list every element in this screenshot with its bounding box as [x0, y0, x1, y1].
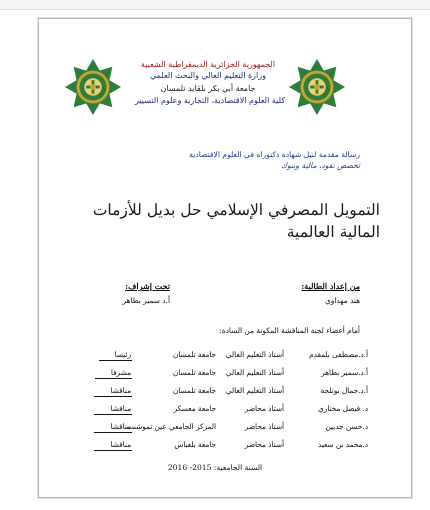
university-seal-icon [288, 58, 346, 116]
thesis-title: التمويل المصرفي الإسلامي حل بديل للأزمات المالية العالمية [92, 201, 380, 241]
jury-name: أ.د.سمير بطاهر [321, 368, 368, 377]
jury-institution: جامعة تلمسان [172, 368, 216, 377]
thesis-statement: رسالة مقدمة لنيل شهادة دكتوراه في العلوم الاقتصادية [189, 150, 360, 159]
jury-institution: المركز الجامعي عين تموشنت [126, 422, 216, 431]
jury-rank: أستاذ التعليم العالي [225, 386, 284, 395]
jury-table [62, 350, 368, 458]
jury-institution: جامعة تلمسان [172, 350, 216, 359]
academic-year: السنة الجامعية: 2015- 2016 [167, 463, 263, 472]
jury-name: أ.د.جمال بوتلجة [320, 386, 368, 395]
prepared-by-label: من إعداد الطالبة: [301, 281, 360, 291]
jury-institution: جامعة تلمسان [172, 386, 216, 395]
jury-role: رئيسا [99, 350, 133, 361]
table-row [62, 404, 368, 422]
jury-rank: أستاذ التعليم العالي [225, 368, 284, 377]
republic-heading: الجمهورية الجزائرية الديمقراطية الشعبية [140, 60, 276, 69]
student-name: هند مهداوي [324, 296, 360, 305]
jury-rank: أستاذ محاضر [244, 440, 284, 449]
jury-role: مشرفا [95, 368, 132, 379]
supervised-by-label: تحت إشراف: [125, 281, 170, 291]
ministry-heading: وزارة التعليم العالي والبحث العلمي [150, 71, 266, 80]
table-row [62, 386, 368, 404]
table-row [62, 440, 368, 458]
specialization: تخصص نقود، مالية وبنوك [280, 161, 360, 170]
table-row [62, 350, 368, 368]
jury-role: مناقشا [94, 422, 132, 433]
table-row [62, 422, 368, 440]
university-seal-icon [64, 58, 122, 116]
jury-role: مناقشا [94, 440, 132, 451]
jury-name: د. فيصل مختاري [317, 404, 368, 413]
committee-intro: أمام أعضاء لجنة المناقشة المكونة من السادة: [219, 326, 360, 335]
jury-name: أ.د.مصطفى بلمقدم [309, 350, 368, 359]
university-heading: جامعة أبي بكر بلقايد تلمسان [160, 84, 256, 93]
jury-role: مناقشا [94, 386, 132, 397]
jury-rank: أستاذ محاضر [244, 404, 284, 413]
jury-institution: جامعة معسكر [173, 404, 216, 413]
jury-role: مناقشا [94, 404, 132, 415]
table-row [62, 368, 368, 386]
supervisor-name: أ.د سمير بطاهر [122, 296, 170, 305]
jury-rank: أستاذ التعليم العالي [225, 350, 284, 359]
jury-institution: جامعة بلعباس [174, 440, 216, 449]
jury-name: د.حسن جديين [325, 422, 368, 431]
faculty-heading: كلية العلوم الاقتصادية، التجارية وعلوم التسيير [134, 96, 286, 105]
jury-rank: أستاذ محاضر [244, 422, 284, 431]
viewer-toolbar [0, 0, 430, 10]
jury-name: د.محمد بن سعيد [317, 440, 368, 449]
